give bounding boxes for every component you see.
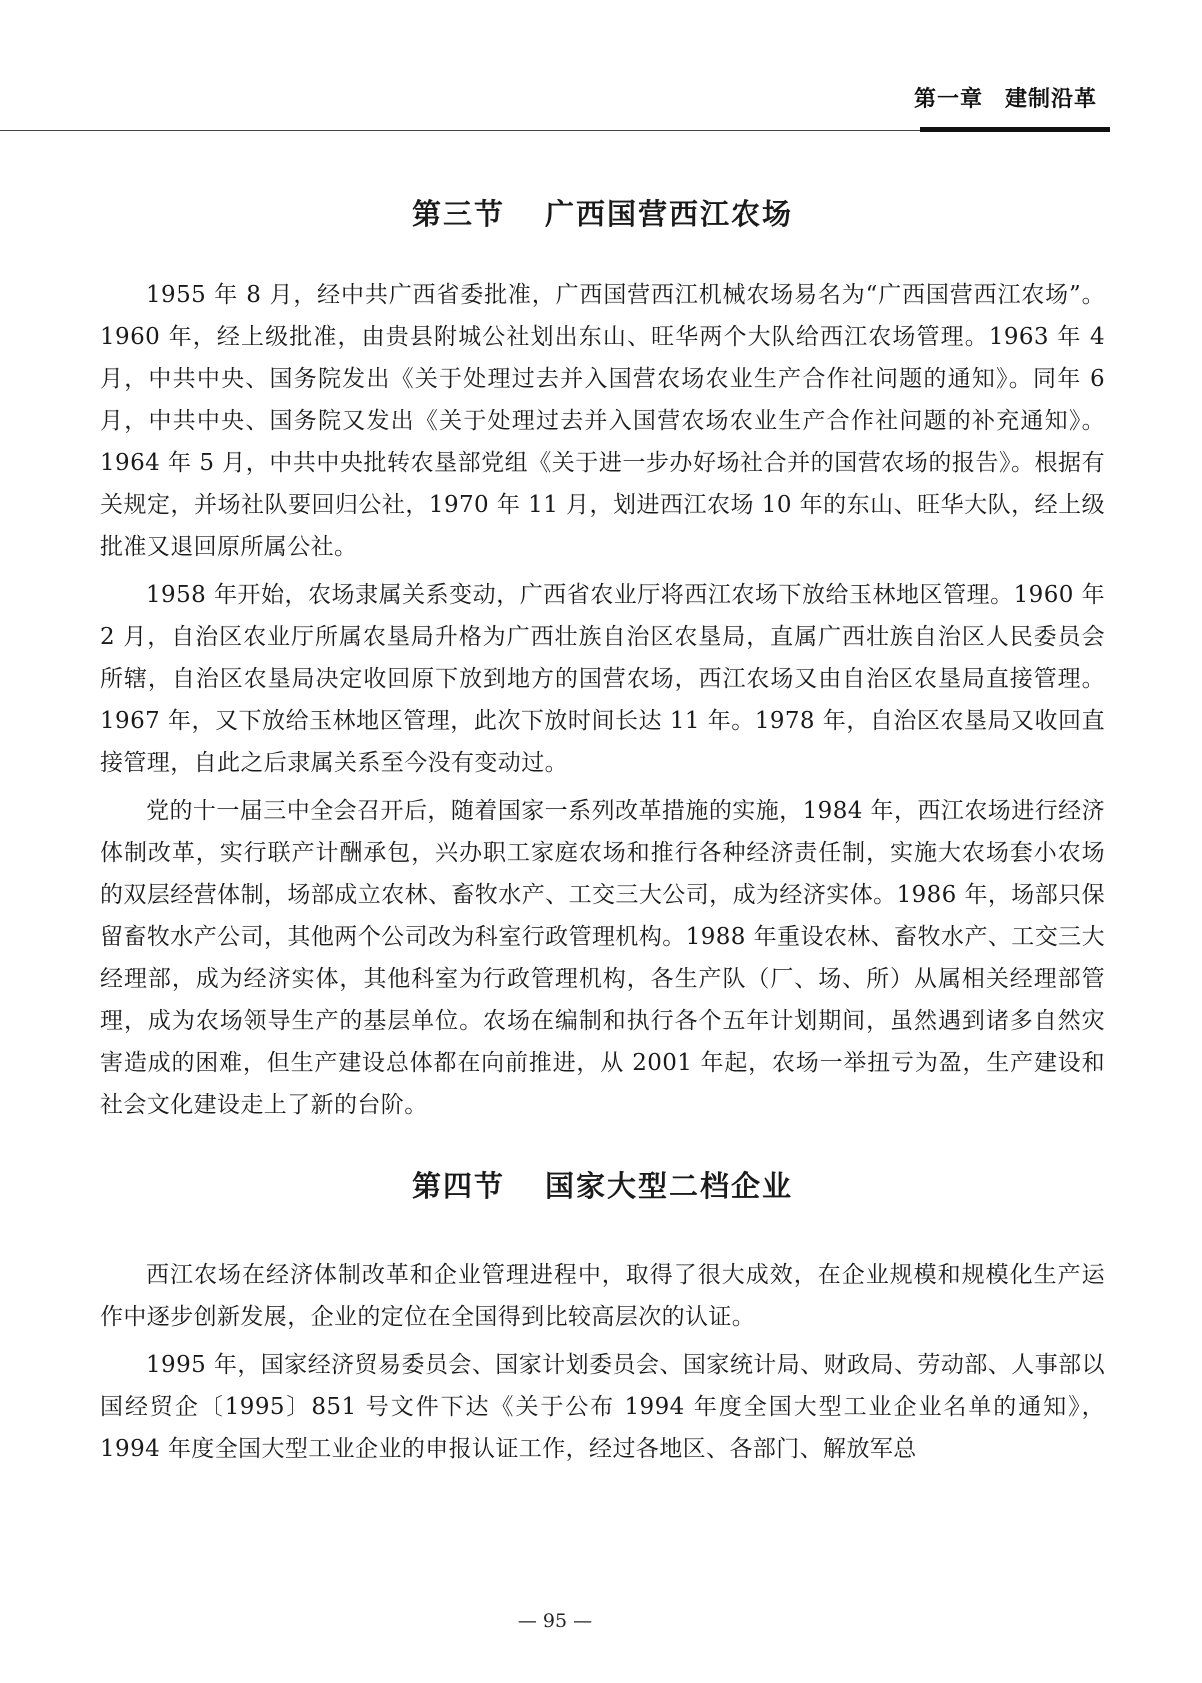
section-4-paragraph-1: 西江农场在经济体制改革和企业管理进程中，取得了很大成效，在企业规模和规模化生产运作中逐步创新发展，企业的定位在全国得到比较高层次的认证。 <box>100 1262 1105 1330</box>
section-4-number: 第四节 <box>411 1169 505 1203</box>
running-header <box>914 82 1097 113</box>
header-rule-accent <box>920 127 1110 132</box>
page-number: — 95 — <box>517 1610 593 1632</box>
section-3-paragraph-3: 党的十一届三中全会召开后，随着国家一系列改革措施的实施，1984 年，西江农场进行经济体制改革，实行联产计酬承包，兴办职工家庭农场和推行各种经济责任制，实施大农场套小农场的双层经营体制，场部成立农林、畜牧水产、工交三大公司，成为经济实体。1986 年，场部只保留畜牧水产公司，其他两个公司改为科室行政管理机构。1988 年重设农林、畜牧水产、工交三大经理部，成为经济实体，其他科室为行政管理机构，各生产队（厂、场、所）从属相关经理部管理，成为农场领导生产的基层单位。农场在编制和执行各个五年计划期间，虽然遇到诸多自然灾害造成的困难，但生产建设总体都在向前推进，从 2001 年起，农场一举扭亏为盈，生产建设和社会文化建设走上了新的台阶。 <box>100 798 1105 1118</box>
section-3-number: 第三节 <box>411 197 505 231</box>
section-4-paragraph-2: 1995 年，国家经济贸易委员会、国家计划委员会、国家统计局、财政局、劳动部、人事部以国经贸企〔1995〕851 号文件下达《关于公布 1994 年度全国大型工业企业名单的通知》，1994 年度全国大型工业企业的申报认证工作，经过各地区、各部门、解放军总 <box>100 1352 1105 1462</box>
section-3-heading <box>100 190 1105 238</box>
section-4-heading <box>100 1162 1105 1210</box>
page-body <box>100 190 1105 1476</box>
section-4-title: 国家大型二档企业 <box>545 1169 794 1203</box>
chapter-title: 建制沿革 <box>1004 87 1097 112</box>
chapter-number: 第一章 <box>913 87 983 112</box>
section-3-paragraph-1: 1955 年 8 月，经中共广西省委批准，广西国营西江机械农场易名为“广西国营西江农场”。1960 年，经上级批准，由贵县附城公社划出东山、旺华两个大队给西江农场管理。1963 年 4 月，中共中央、国务院发出《关于处理过去并入国营农场农业生产合作社问题的通知》。同年 6 月，中共中央、国务院又发出《关于处理过去并入国营农场农业生产合作社问题的补充通知》。1964 年 5 月，中共中央批转农垦部党组《关于进一步办好场社合并的国营农场的报告》。根据有关规定，并场社队要回归公社，1970 年 11 月，划进西江农场 10 年的东山、旺华大队，经上级批准又退回原所属公社。 <box>100 282 1105 560</box>
section-3-paragraph-2: 1958 年开始，农场隶属关系变动，广西省农业厅将西江农场下放给玉林地区管理。1960 年 2 月，自治区农业厅所属农垦局升格为广西壮族自治区农垦局，直属广西壮族自治区人民委员会所辖，自治区农垦局决定收回原下放到地方的国营农场，西江农场又由自治区农垦局直接管理。1967 年，又下放给玉林地区管理，此次下放时间长达 11 年。1978 年，自治区农垦局又收回直接管理，自此之后隶属关系至今没有变动过。 <box>100 582 1105 776</box>
section-3-title: 广西国营西江农场 <box>545 197 794 231</box>
